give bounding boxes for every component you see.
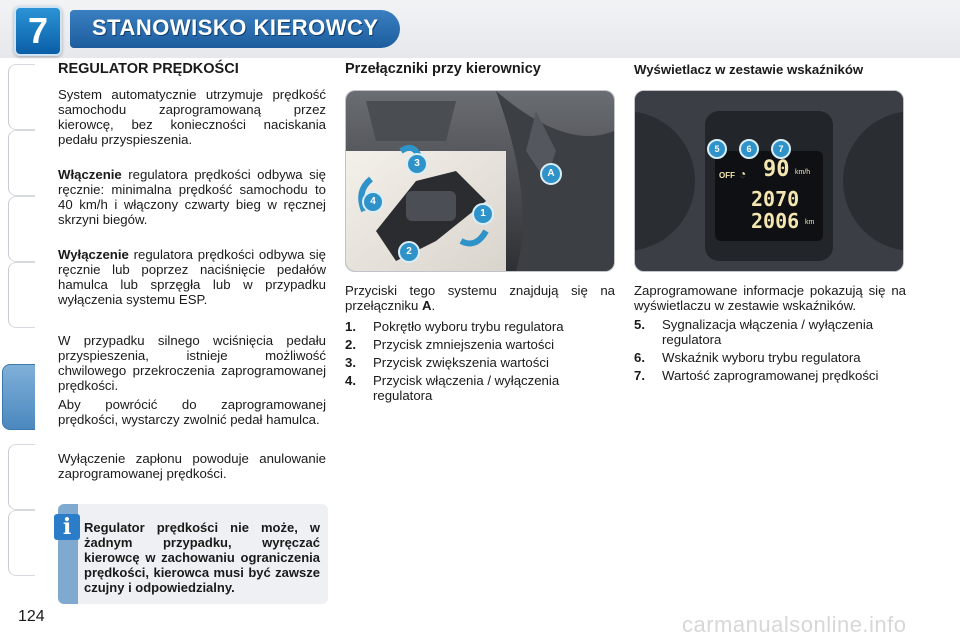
item-number: 7. bbox=[634, 368, 645, 383]
side-tab[interactable] bbox=[8, 64, 35, 130]
callout-3: 3 bbox=[406, 153, 428, 175]
acceleration-paragraph: W przypadku silnego wciśnięcia pedału przyspieszenia, istnieje możliwość chwilowego przekroczenia zaprogramowanej prędkości. bbox=[58, 333, 326, 393]
chapter-number: 7 bbox=[14, 6, 62, 56]
activation-paragraph bbox=[58, 167, 326, 227]
side-tab-active[interactable] bbox=[2, 364, 35, 430]
side-tab[interactable] bbox=[8, 196, 35, 262]
item-text: Wartość zaprogramowanej prędkości bbox=[662, 368, 879, 383]
deactivation-paragraph bbox=[58, 247, 326, 307]
intro-paragraph: System automatycznie utrzymuje prędkość samochodu zaprogramowaną przez kierowcę, bez konieczności naciskania pedału przyspieszenia. bbox=[58, 87, 326, 147]
display-column bbox=[634, 62, 906, 77]
side-tab[interactable] bbox=[8, 130, 35, 196]
odometer-line-2: 2006 bbox=[751, 209, 800, 233]
info-box bbox=[58, 504, 328, 604]
list-item bbox=[345, 337, 615, 352]
list-item bbox=[634, 317, 906, 347]
list-item bbox=[634, 368, 906, 383]
list-item bbox=[345, 319, 615, 334]
info-text: Regulator prędkości nie może, w żadnym przypadku, wyręczać kierowcę w zachowaniu ograniczenia prędkości, kierowca musi być zawsze czujny i odpowiedzialny. bbox=[84, 520, 320, 595]
steering-switch-illustration bbox=[346, 91, 614, 271]
display-list bbox=[634, 317, 906, 383]
list-item bbox=[634, 350, 906, 365]
gauge-icon: ◔ bbox=[739, 167, 747, 181]
list-item bbox=[345, 355, 615, 370]
activation-label: Włączenie bbox=[58, 167, 122, 182]
steering-intro bbox=[345, 283, 615, 313]
callout-4: 4 bbox=[362, 191, 384, 213]
item-text: Przycisk zwiększenia wartości bbox=[373, 355, 549, 370]
callout-5: 5 bbox=[707, 139, 727, 159]
instrument-display-photo bbox=[634, 90, 904, 272]
item-text: Pokrętło wyboru trybu regulatora bbox=[373, 319, 564, 334]
odometer-line-1: 2070 bbox=[751, 187, 800, 211]
distance-unit: km bbox=[805, 219, 815, 226]
activation-text: regulatora prędkości odbywa się ręcznie: minimalna prędkość samochodu to 40 km/h i włączony czwarty bieg w ręcznej skrzyni biegów. bbox=[58, 167, 326, 227]
chapter-title: STANOWISKO KIEROWCY bbox=[92, 15, 379, 40]
item-number: 4. bbox=[345, 373, 356, 388]
callout-6: 6 bbox=[739, 139, 759, 159]
display-text bbox=[634, 283, 906, 386]
cruise-control-column bbox=[58, 62, 326, 491]
programmed-speed: 90 bbox=[763, 157, 790, 182]
info-icon: i bbox=[54, 514, 80, 540]
section-heading: Wyświetlacz w zestawie wskaźników bbox=[634, 62, 864, 77]
item-number: 6. bbox=[634, 350, 645, 365]
item-text: Przycisk zmniejszenia wartości bbox=[373, 337, 555, 352]
side-tab[interactable] bbox=[8, 262, 35, 328]
watermark: carmanualsonline.info bbox=[682, 612, 907, 637]
callout-1: 1 bbox=[472, 203, 494, 225]
steering-intro-text: Przyciski tego systemu znajdują się na przełączniku bbox=[345, 283, 615, 313]
speed-unit: km/h bbox=[795, 169, 811, 176]
display-intro: Zaprogramowane informacje pokazują się na wyświetlaczu w zestawie wskaźników. bbox=[634, 283, 906, 313]
item-number: 1. bbox=[345, 319, 356, 334]
item-text: Przycisk włączenia / wyłączenia regulatora bbox=[373, 373, 560, 403]
section-heading: Przełączniki przy kierownicy bbox=[345, 61, 541, 77]
steering-controls-column bbox=[345, 62, 615, 77]
list-item bbox=[345, 373, 615, 403]
resume-paragraph: Aby powrócić do zaprogramowanej prędkości, wystarczy zwolnić pedał hamulca. bbox=[58, 397, 326, 427]
steering-switch-photo bbox=[345, 90, 615, 272]
callout-7: 7 bbox=[771, 139, 791, 159]
item-number: 2. bbox=[345, 337, 356, 352]
item-text: Sygnalizacja włączenia / wyłączenia regulatora bbox=[662, 317, 874, 347]
side-tab[interactable] bbox=[8, 444, 35, 510]
side-tab[interactable] bbox=[8, 510, 35, 576]
callout-2: 2 bbox=[398, 241, 420, 263]
section-heading: REGULATOR PRĘDKOŚCI bbox=[58, 61, 239, 77]
controls-list bbox=[345, 319, 615, 403]
switch-label: A bbox=[421, 298, 432, 313]
item-number: 3. bbox=[345, 355, 356, 370]
ignition-paragraph: Wyłączenie zapłonu powoduje anulowanie zaprogramowanej prędkości. bbox=[58, 451, 326, 481]
steering-intro-end: . bbox=[431, 298, 436, 313]
page-number: 124 bbox=[18, 608, 45, 625]
steering-controls-text bbox=[345, 283, 615, 406]
callout-a: A bbox=[540, 163, 562, 185]
item-number: 5. bbox=[634, 317, 645, 332]
off-indicator: OFF bbox=[719, 171, 735, 180]
deactivation-text: regulatora prędkości odbywa się ręcznie lub poprzez naciśnięcie pedałów hamulca lub sprzęgła lub w przypadku wyłączenia systemu ESP. bbox=[58, 247, 326, 307]
deactivation-label: Wyłączenie bbox=[58, 247, 129, 262]
header-bar bbox=[0, 0, 960, 58]
item-text: Wskaźnik wyboru trybu regulatora bbox=[662, 350, 861, 365]
